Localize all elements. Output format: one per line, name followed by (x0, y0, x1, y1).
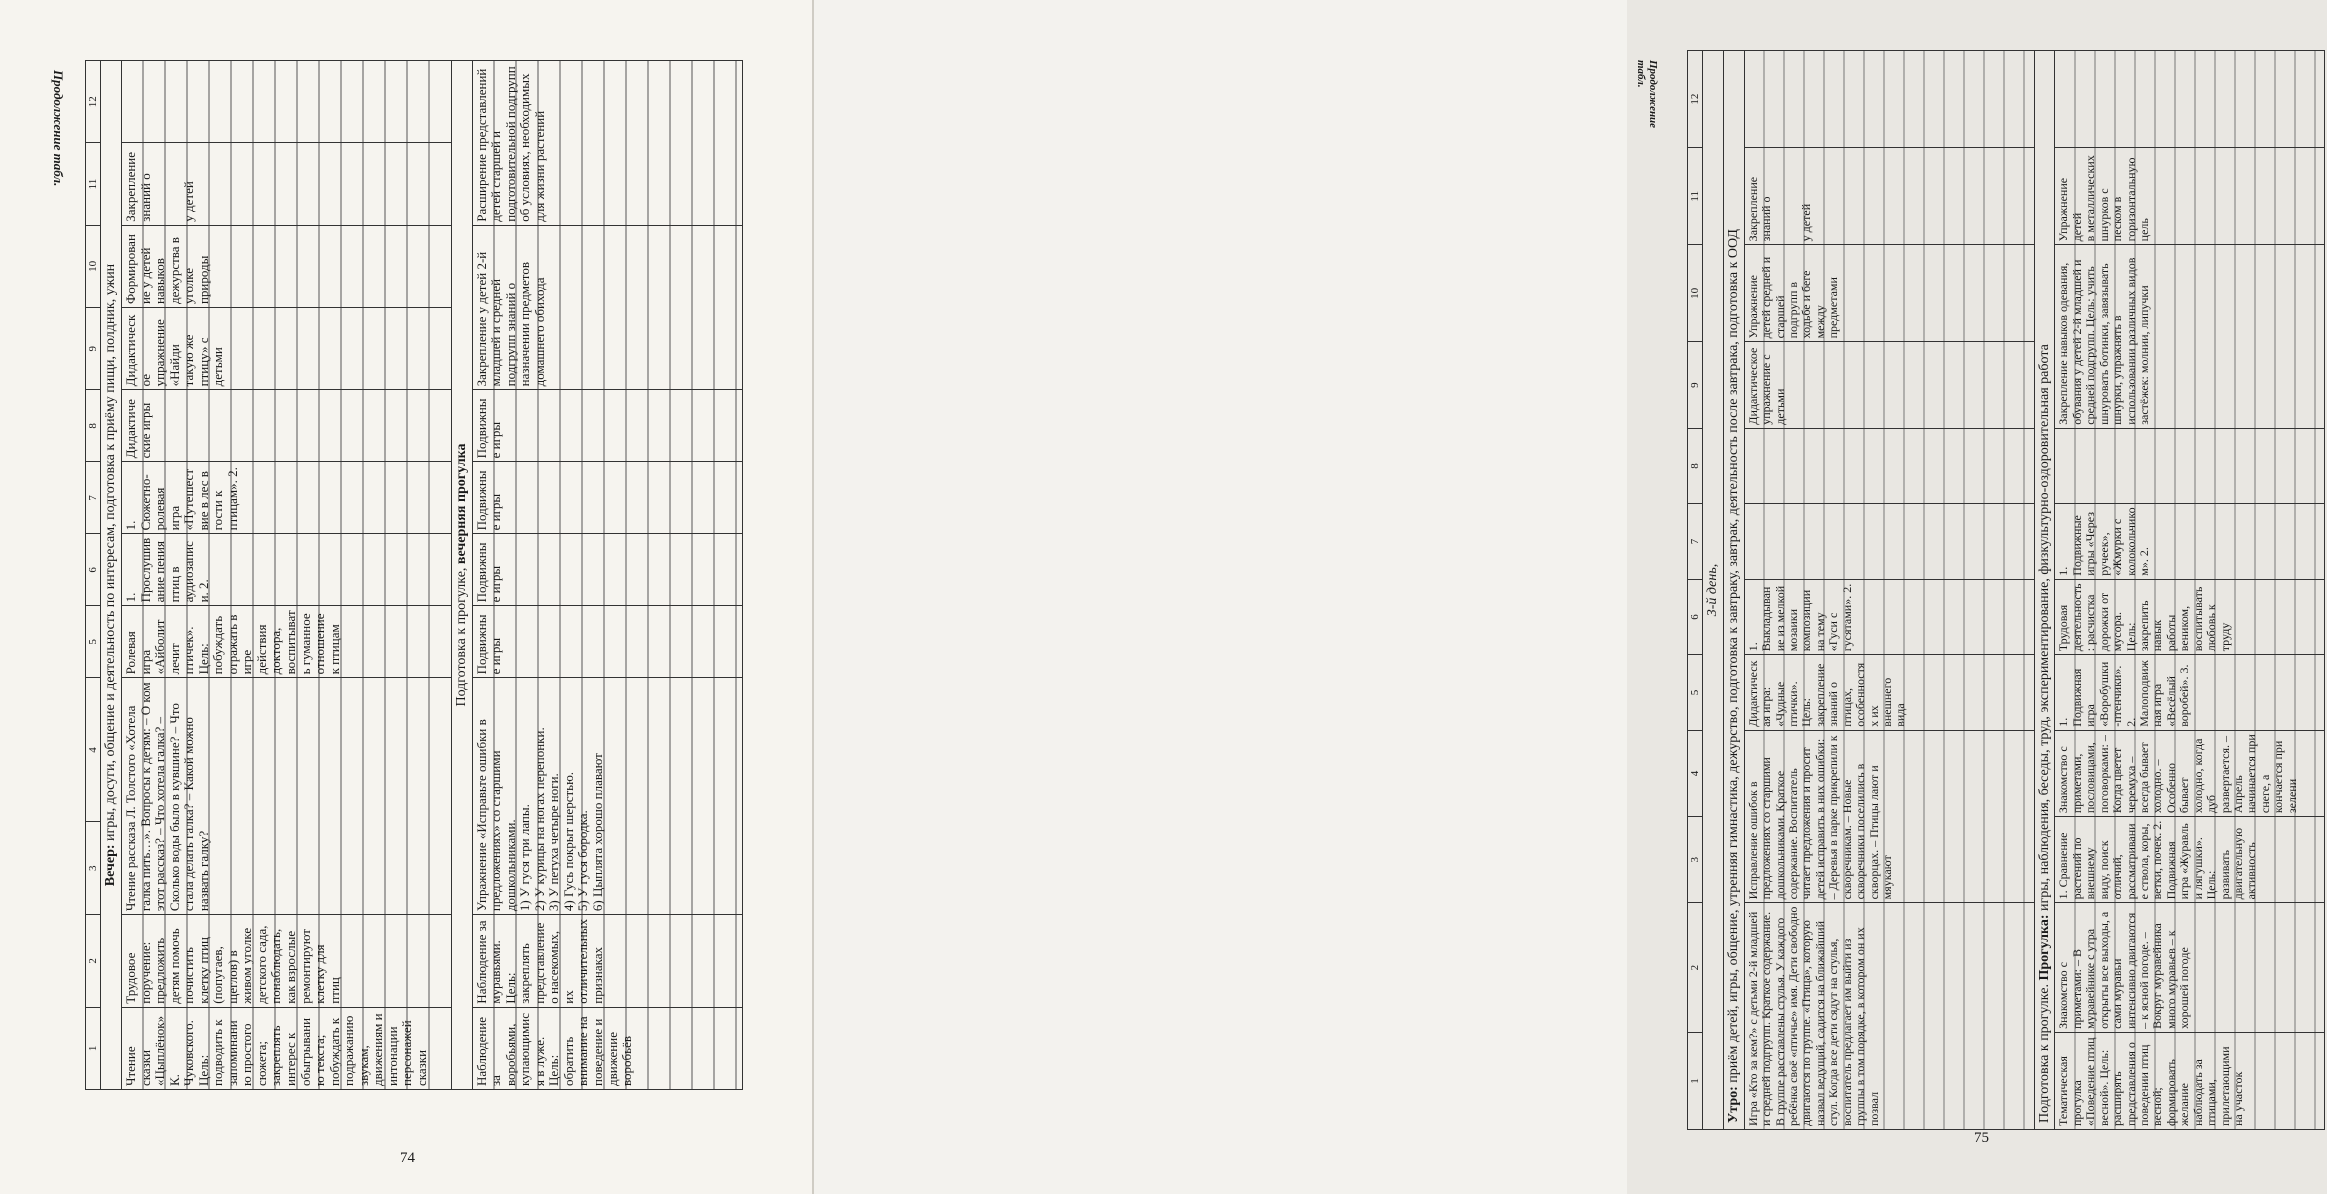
cell: Подвижные игры (472, 390, 742, 462)
col-num: 12 (1688, 51, 1703, 148)
col-num: 3 (1688, 817, 1703, 903)
exercise-item: 3) У петуха четыре ноги. (546, 773, 562, 912)
left-page (0, 0, 813, 1194)
cell: 1. Сравнение растений по внешнему виду, поиск отличий, рассматривание ствола, коры, ветки, почек. 2. Подвижная игра «Журавль и лягушки». Цель: развивать двигательную активность (2055, 817, 2325, 903)
cell: Трудовая деятельность: расчистка дорожки от мусора. Цель: закрепить навык работы веником, воспитывать любовь к труду (2055, 579, 2325, 655)
col-num: 2 (1688, 903, 1703, 1032)
cell (2055, 428, 2325, 504)
cell: Наблюдение за муравьями. Цель: закреплять представление о насекомых, их отличительных признаках (472, 915, 742, 1008)
exercise-title: Упражнение «Исправьте ошибки в предложениях» со старшими дошкольниками. (473, 719, 518, 912)
col-num: 8 (1688, 428, 1703, 504)
col-num: 2 (86, 915, 101, 1008)
walk-header-bold: вечерняя прогулка (453, 443, 469, 565)
page-number: 75 (1974, 1130, 1989, 1146)
cell (1744, 504, 2034, 580)
cell: Дидактическое упражнение с детьми (1744, 342, 2034, 428)
cell-text: у детей (1799, 203, 1814, 242)
col-num: 7 (1688, 504, 1703, 580)
cell: Тематическая прогулка «Поведение птиц весной». Цель: расширять представления о поведении птиц весной; формировать желание наблюдать за птицами, прилетающими на участок (2055, 1032, 2325, 1129)
morning-text: приём детей, игры, общение, утренняя гимнастика, дежурство, подготовка к завтраку, завтрак, деятельность после завтрака, подготовка к ООД (1725, 229, 1741, 1083)
cell: Расширение представлений детей старшей и подготовительной подгрупп об условиях, необходимых для жизни растений (472, 61, 742, 226)
evening-header: Вечер: (103, 844, 119, 887)
cell: Трудовое поручение: предложить детям помочь почистить клетку птиц (попугаев, щеглов) в живом уголке детского сада, понаблюдать, как взрослые ремонтируют клетку для птиц (121, 915, 451, 1008)
cell-text: у детей (181, 181, 197, 222)
col-num: 12 (86, 61, 101, 143)
cell: Закрепление у детей 2-й младшей и средней подгрупп знаний о назначении предметов домашнего обихода (472, 225, 742, 390)
walk-header: Подготовка к прогулке, (453, 567, 469, 707)
cell: Формирование у детей навыков дежурства в уголке природы (121, 225, 451, 307)
col-num: 4 (86, 678, 101, 822)
cell-text: в металлических шнурков с песком в горизонтальную цель (2083, 155, 2151, 242)
walk-section-header (2034, 51, 2055, 1130)
walk-header-bold: Прогулка: (2036, 914, 2052, 981)
cell: Исправление ошибок в предложениях со старшими дошкольниками. Краткое содержание. Воспитатель читает предложения и просит детей исправить в них ошибки: – Деревья в парке прикрепили к скворечникам. – Новые скворечники поселились в скворцах. – Птицы лают и мяукают (1744, 730, 2034, 903)
right-page (814, 0, 2299, 1194)
cell (1744, 148, 2034, 245)
walk-row (472, 61, 742, 1090)
cell: 1. Прослушивание пения птиц в аудиозаписи. 2. (121, 534, 451, 606)
cell: Дидактическая игра: «Чудные птички». Цель: закрепление знаний о птицах, особенностях их внешнего вида (1744, 655, 2034, 731)
evening-section-header (101, 61, 122, 1090)
cell: Наблюдение за воробьями, купающимися в луже. Цель: обратить внимание на поведение и движение воробьёв (472, 1007, 742, 1089)
day-header (1703, 51, 1724, 1130)
col-num: 1 (1688, 1032, 1703, 1129)
cell (2055, 51, 2325, 148)
cell: Упражнение детей средней и старшей подгрупп в ходьбе и беге между предметами (1744, 245, 2034, 342)
cell-text: Закрепление знаний о (122, 151, 153, 222)
cell (121, 61, 451, 143)
cell (121, 143, 451, 225)
cell (1744, 428, 2034, 504)
cell (472, 678, 742, 915)
cell: Чтение сказки «Цыплёнок» К. Чуковского. Цель: подводить к запоминанию простого сюжета; закреплять интерес к обыгрыванию текста; побуждать к подражанию звукам, движениям и интонации персонажей сказки (121, 1007, 451, 1089)
walk-header-text: игры, наблюдения, беседы, труд, экспериментирование, физкультурно-оздоровительная работа (2036, 344, 2052, 911)
walk-section-header (451, 61, 472, 1090)
cell: Закрепление навыков одевания, обувания у детей 2-й младшей и средней подгрупп. Цель: учить шнуровать ботинки, завязывать шнурки, упражнять в использовании различных видов застёжек: молнии, липучки (2055, 245, 2325, 428)
day-label: 3-й день, (1703, 51, 1724, 1130)
col-num: 1 (86, 1007, 101, 1089)
col-num: 4 (1688, 730, 1703, 816)
exercise-item: 6) Цыплята хорошо плавают (590, 753, 606, 912)
cell: 1. Подвижные игры «Через ручеек», «Жмурки с колокольчиком». 2. (2055, 504, 2325, 580)
cell: 1. Выкладывание из мелкой мозаики композиции на тему «Гуси с гусятами». 2. (1744, 579, 2034, 655)
page-number: 74 (400, 1150, 415, 1166)
col-num: 8 (86, 390, 101, 462)
exercise-item: 2) У курицы на ногах перепонки. (531, 727, 547, 912)
col-num: 11 (86, 143, 101, 225)
col-num: 9 (86, 308, 101, 390)
cell: Подвижные игры (472, 606, 742, 678)
morning-header: Утро: (1725, 1086, 1741, 1123)
walk-header: Подготовка к прогулке. (2036, 984, 2052, 1123)
morning-section-header (1723, 51, 1744, 1130)
col-num: 11 (1688, 148, 1703, 245)
col-num: 5 (86, 606, 101, 678)
exercise-item: 1) У гуся три лапы. (517, 804, 533, 912)
col-num: 6 (86, 534, 101, 606)
cell: Дидактическое упражнение «Найди такую же птицу» с детьми (121, 308, 451, 390)
cell: Дидактические игры (121, 390, 451, 462)
morning-row (1744, 51, 2034, 1130)
evening-text: игры, досуги, общение и деятельность по интересам, подготовка к приёму пищи, полдник, ужин (103, 263, 119, 841)
col-num: 5 (1688, 655, 1703, 731)
col-num: 10 (86, 225, 101, 307)
right-table-rotated (1687, 50, 2327, 1130)
column-number-row (1688, 51, 1703, 1130)
col-num: 10 (1688, 245, 1703, 342)
exercise-item: 5) У гуся бородка. (575, 810, 591, 912)
cell (2055, 148, 2325, 245)
col-num: 3 (86, 822, 101, 915)
plan-table-left (85, 60, 743, 1090)
col-num: 9 (1688, 342, 1703, 428)
cell: 1. Подвижная игра «Воробушки-птенчики». 2. Малоподвижная игра «Весёлый воробей». 3. (2055, 655, 2325, 731)
continuation-label: Продолжение табл. (1635, 60, 1659, 129)
column-number-row (86, 61, 101, 1090)
cell: Знакомство с приметами: – В муравейнике с утра открыты все выходы, а сами муравьи интенсивно двигаются – к ясной погоде. – Вокруг муравейника много муравьев – к хорошей погоде (2055, 903, 2325, 1032)
cell: Игра «Кто за кем?» с детьми 2-й младшей и средней подгрупп. Краткое содержание. В группе расставлены стулья. У каждого ребёнка своё «птичье» имя. Дети свободно двигаются по группе. «Птица», которую назвал ведущий, садится на ближайший стул. Когда все дети сядут на стулья, воспитатель предлагает им выйти из группы в том порядке, в котором он их позвал (1744, 903, 2034, 1130)
cell: Знакомство с приметами, пословицами, поговорками: – Когда цветет черемуха – всегда бывает холодно. – Особенно бывает холодно, когда дуб развертается. – Апрель начинается при снеге, а кончается при зелени (2055, 730, 2325, 816)
col-num: 6 (1688, 579, 1703, 655)
cell-text: Упражнение детей (2056, 177, 2084, 242)
cell: Подвижные игры (472, 534, 742, 606)
walk-row (2055, 51, 2325, 1130)
cell: Чтение рассказа Л. Толстого «Хотела галка пить…». Вопросы к детям: – О ком этот рассказ? – Что хотела галка? – Сколько воды было в кувшине? – Что стала делать галка? – Какой можно назвать галку? (121, 678, 451, 915)
cell: Ролевая игра «Айболит лечит птичек». Цель: побуждать отражать в игре действия доктора, воспитывать гуманное отношение к птицам (121, 606, 451, 678)
evening-row (121, 61, 451, 1090)
cell: Подвижные игры (472, 462, 742, 534)
col-num: 7 (86, 462, 101, 534)
cell (1744, 51, 2034, 148)
left-table-rotated (85, 60, 765, 1090)
cell-text: Закрепление знаний о (1745, 176, 1774, 242)
exercise-item: 4) Гусь покрыт шерстью. (560, 771, 576, 912)
plan-table-right (1687, 50, 2325, 1130)
continuation-label: Продолжение табл. (51, 70, 66, 187)
cell: 1. Сюжетно-ролевая игра «Путешествие в лес в гости к птицам». 2. (121, 462, 451, 534)
